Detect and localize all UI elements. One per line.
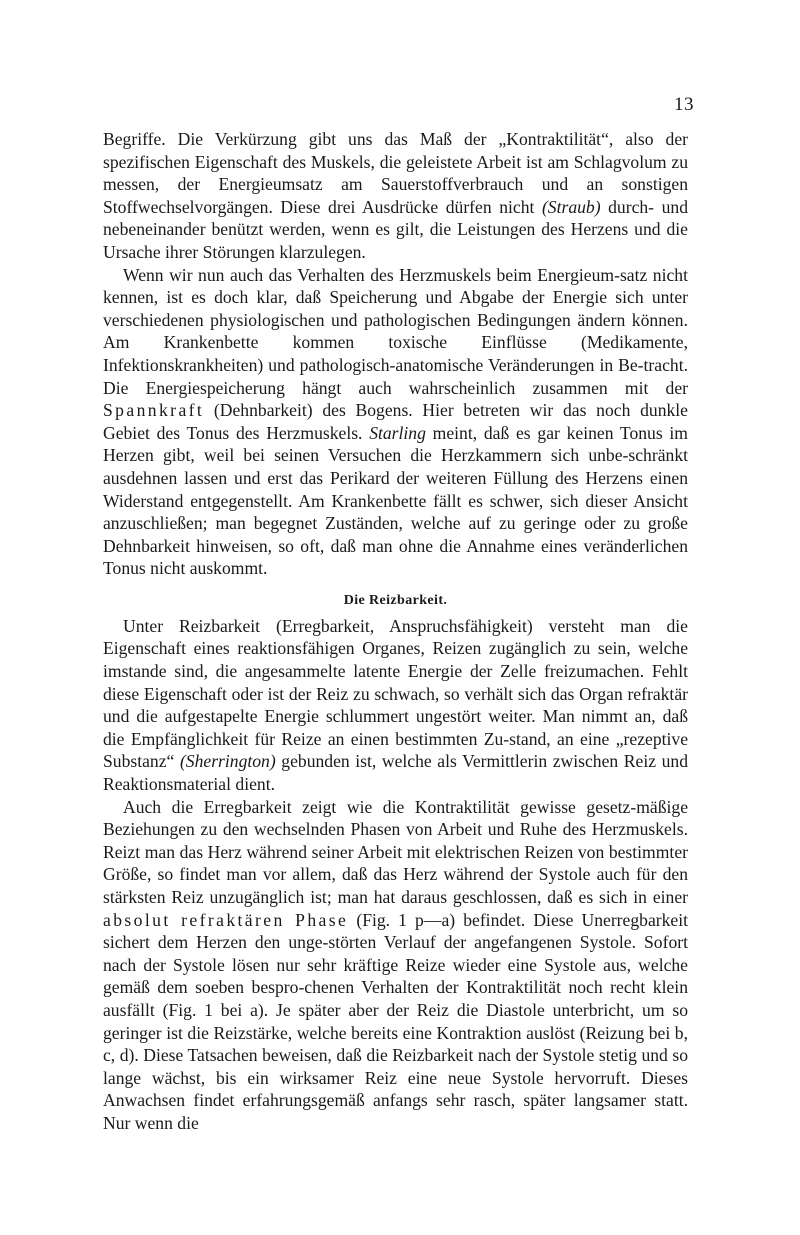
page-number: 13: [674, 94, 694, 115]
paragraph-4: [103, 796, 688, 1135]
author-citation-straub: (Straub): [541, 196, 601, 217]
paragraph-1-text-a: Begriffe. Die Verkürzung gibt uns das Maß der „Kontraktilität“, also der spezifischen Eigenschaft des Muskels, die geleistete Arbeit ist am Schlagvolum zu messen, der Energieumsatz am Sauerstoffverbrauch und an sonstigen Stoffwechselvorgängen. Diese drei Ausdrücke dürfen nicht: [103, 129, 688, 217]
paragraph-1: [103, 128, 688, 264]
spaced-term-refractory-phase: absolut refraktären Phase: [103, 909, 349, 930]
paragraph-3: [103, 615, 688, 796]
paragraph-2-text-b: (Dehnbarkeit) des Bogens. Hier betreten wir das noch dunkle Gebiet des Tonus des Herzmuskels.: [103, 400, 688, 443]
author-citation-sherrington: (Sherrington): [179, 751, 276, 772]
paragraph-3-text-a: Unter Reizbarkeit (Erregbarkeit, Anspruchsfähigkeit) versteht man die Eigenschaft eines reaktionsfähigen Organes, Reizen zugänglich zu sein, welche imstande sind, die angesammelte latente Energie der Zelle freizumachen. Fehlt diese Eigenschaft oder ist der Reiz zu schwach, so verhält sich das Organ refraktär und die aufgestapelte Energie schlummert ungestört weiter. Man nimmt an, daß die Empfänglichkeit für Reize an einen bestimmten Zu-stand, an eine „rezeptive Substanz“: [103, 615, 688, 772]
paragraph-3-text-b: gebunden ist, welche als Vermittlerin zwischen Reiz und Reaktionsmaterial dient.: [103, 751, 688, 795]
paragraph-4-text-a: Auch die Erregbarkeit zeigt wie die Kontraktilität gewisse gesetz-mäßige Beziehungen zu den wechselnden Phasen von Arbeit und Ruhe des Herzmuskels. Reizt man das Herz während seiner Arbeit mit elektrischen Reizen von bestimmter Größe, so findet man vor allem, daß das Herz während der Systole auch für den stärksten Reiz unzugänglich ist; man hat daraus geschlossen, daß es sich in einer: [103, 796, 688, 907]
section-heading: Die Reizbarkeit.: [343, 592, 448, 608]
spaced-term-spannkraft: Spannkraft: [103, 400, 205, 421]
paragraph-1-text-b: durch- und nebeneinander benützt werden, wenn es gilt, die Leistungen des Herzens und die Ursache ihrer Störungen klarzulegen.: [103, 196, 688, 262]
body-text: [103, 128, 688, 1135]
paragraph-2: [103, 264, 688, 580]
paragraph-2-text-c: meint, daß es gar keinen Tonus im Herzen gibt, weil bei seinen Versuchen die Herzkammern sich unbe-schränkt ausdehnen lassen und erst das Perikard der weiteren Füllung des Herzens einen Widerstand entgegenstellt. Am Krankenbette fällt es schwer, sich dieser Ansicht anzuschließen; man begegnet Zuständen, welche auf zu geringe oder zu große Dehnbarkeit hinweisen, so oft, daß man ohne die Annahme eines veränderlichen Tonus nicht auskommt.: [103, 422, 688, 579]
paragraph-2-text-a: Wenn wir nun auch das Verhalten des Herzmuskels beim Energieum-satz nicht kennen, ist es doch klar, daß Speicherung und Abgabe der Energie sich unter verschiedenen physiologischen und pathologischen Bedingungen ändern können. Am Krankenbette kommen toxische Einflüsse (Medikamente, Infektionskrankheiten) und pathologisch-anatomische Veränderungen in Be-tracht. Die Energiespeicherung hängt auch wahrscheinlich zusammen mit der: [103, 264, 688, 398]
paragraph-4-text-b: (Fig. 1 p—a) befindet. Diese Unerregbarkeit sichert dem Herzen den unge-störten Verlauf der angefangenen Systole. Sofort nach der Systole lösen nur sehr kräftige Reize wieder eine Systole aus, welche gemäß dem soeben bespro-chenen Verhalten der Kontraktilität noch recht klein ausfällt (Fig. 1 bei a). Je später aber der Reiz die Diastole unterbricht, um so geringer ist die Reizstärke, welche bereits eine Kontraktion auslöst (Reizung bei b, c, d). Diese Tatsachen beweisen, daß die Reizbarkeit nach der Systole stetig und so lange wächst, bis ein wirksamer Reiz eine neue Systole hervorruft. Dieses Anwachsen findet erfahrungsgemäß anfangs sehr rasch, später langsamer statt. Nur wenn die: [103, 909, 688, 1133]
author-citation-starling: Starling: [369, 422, 426, 443]
